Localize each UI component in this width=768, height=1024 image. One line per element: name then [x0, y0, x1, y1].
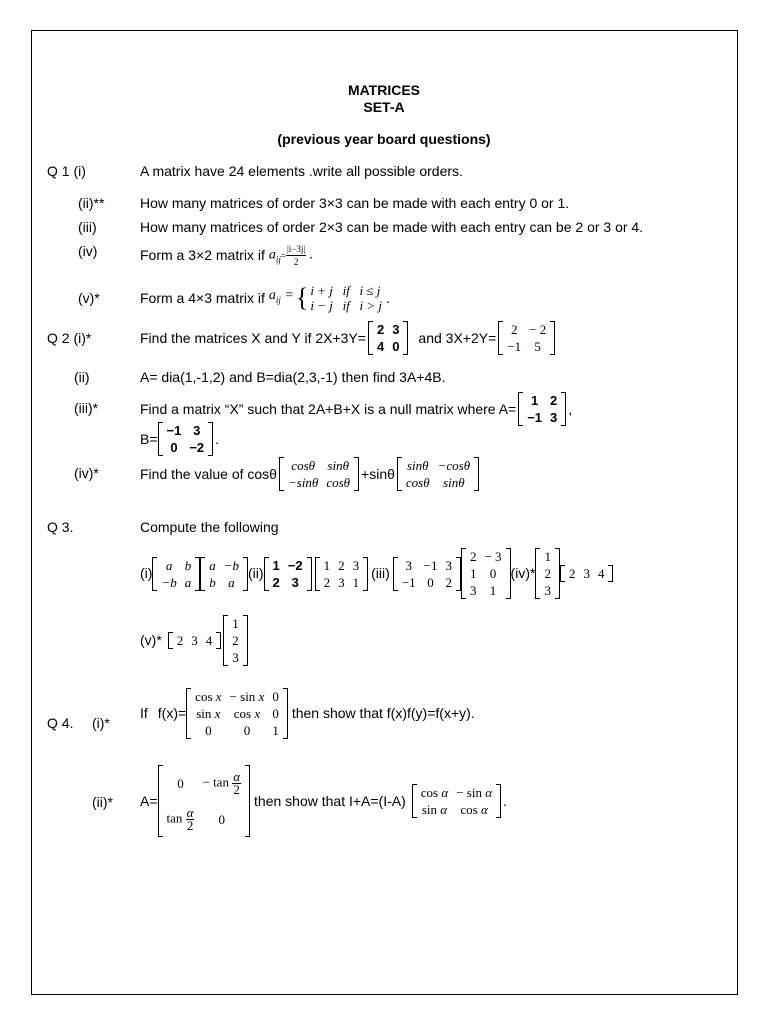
q2-iv-text-a: Find the value of cosθ: [140, 465, 277, 482]
q2-iii-comma: ,: [568, 400, 573, 417]
q1-v-text: Form a 4×3 matrix if: [140, 289, 265, 306]
q1-v-brace: {: [295, 283, 309, 312]
matrix-3x2y: 2 − 2 −1 5: [498, 321, 555, 355]
q1-iv-label: (iv): [78, 243, 98, 259]
q1-v-period: .: [386, 289, 390, 306]
q4-i-label: (i)*: [92, 715, 110, 731]
q4-label: Q 4.: [47, 715, 74, 731]
q3-iii-matrix-b: 2 − 3 1 0 3 1: [461, 548, 511, 599]
q4-ii-matrix: 0 − tan $\frac{\alpha}{2}$ tan $\frac{\alpha}{2}$ 0: [158, 765, 251, 837]
q2-iv-row: [140, 457, 481, 491]
q2-iii-row: [140, 392, 572, 426]
q1-ii-text: How many matrices of order 3×3 can be made with each entry 0 or 1.: [140, 195, 570, 211]
q3-v-matrix-b: 1 2 3: [223, 615, 248, 666]
q2-iii-text: Find a matrix “X” such that 2A+B+X is a null matrix where A=: [140, 400, 517, 417]
q1-v-label: (v)*: [78, 290, 100, 306]
matrix-sin: sinθ −cosθ cosθ sinθ: [397, 457, 479, 491]
q1-v-row: [140, 283, 390, 313]
q3-ii-label: (ii): [248, 565, 264, 581]
q1-i-text: A matrix have 24 elements .write all possible orders.: [140, 163, 463, 179]
set-title: SET-A: [363, 99, 405, 115]
q3-iv-matrix-b: 2 3 4: [560, 565, 614, 582]
q1-iv-row: [140, 243, 313, 269]
q3-ii-matrix-a: 1 −2 2 3: [264, 557, 312, 591]
matrix-B: −1 3 0 −2: [158, 422, 214, 456]
q3-v-label: (v)*: [140, 632, 162, 648]
q3-label: Q 3.: [47, 519, 74, 535]
q4-i-fx: f(x)=: [157, 705, 187, 721]
q2-iv-text-b: +sinθ: [361, 465, 395, 482]
subtitle: (previous year board questions): [277, 131, 491, 147]
q2-iii-label: (iii)*: [74, 400, 99, 416]
q4-ii-text: then show that I+A=(I-A): [254, 792, 406, 809]
q2-label: Q 2 (i)*: [47, 330, 92, 346]
q1-iv-formula: $a_{ij}=$ $\frac{|i-3j|}{2}$ .: [268, 244, 314, 267]
q2-iii-row-b: [140, 422, 219, 456]
q1-iv-text: Form a 3×2 matrix if: [140, 247, 265, 264]
q4-ii-matrix-rot: cos α − sin α sin α cos α: [412, 784, 501, 818]
q2-i-row: [140, 321, 557, 355]
matrix-cos: cosθ sinθ −sinθ cosθ: [279, 457, 359, 491]
q1-label: Q 1 (i): [47, 163, 86, 179]
q1-v-cases: i + j if i ≤ j i − j if i > j: [310, 283, 383, 313]
q2-i-text-b: and 3X+2Y=: [418, 329, 497, 346]
q2-i-text-a: Find the matrices X and Y if 2X+3Y=: [140, 329, 366, 346]
page-title: MATRICES: [347, 82, 421, 98]
q3-row2: [140, 615, 248, 666]
q1-ii-label: (ii)**: [78, 195, 105, 211]
q2-iii-text-b: B=: [140, 430, 158, 447]
q2-iv-label: (iv)*: [74, 465, 99, 481]
q2-iii-period: .: [215, 430, 220, 447]
q4-i-text: then show that f(x)f(y)=f(x+y).: [291, 705, 475, 721]
q3-ii-matrix-b: 1 2 3 2 3 1: [315, 557, 369, 591]
q1-iii-label: (iii): [78, 219, 97, 235]
q4-ii-period: .: [503, 792, 507, 809]
q3-iv-label: (iv)*: [510, 565, 536, 581]
q3-i-label: (i): [140, 565, 153, 581]
q3-iv-matrix-a: 1 2 3: [535, 548, 560, 599]
q4-ii-row: [140, 765, 507, 837]
q4-i-row: [140, 688, 475, 739]
q4-i-matrix: cos x − sin x 0 sin x cos x 0 0 0 1: [186, 688, 288, 739]
q3-text: Compute the following: [140, 519, 279, 535]
q3-i-matrix-a: a b −b a: [152, 557, 200, 591]
q4-ii-label: (ii)*: [92, 794, 113, 810]
q2-ii-label: (ii): [74, 369, 90, 385]
matrix-2x3y: 2 3 4 0: [368, 321, 408, 355]
q3-v-matrix-a: 2 3 4: [168, 632, 222, 649]
q4-ii-a: A=: [140, 792, 158, 809]
q4-i-if: If: [140, 705, 148, 721]
q3-iii-matrix-a: 3 −1 3 −1 0 2: [393, 557, 461, 591]
q1-v-formula: $a_{ij}$ =: [268, 288, 294, 305]
q3-i-matrix-b: a −b b a: [200, 557, 248, 591]
q1-iii-text: How many matrices of order 2×3 can be made with each entry can be 2 or 3 or 4.: [140, 219, 644, 235]
matrix-A: 1 2 −1 3: [518, 392, 566, 426]
q3-row1: [140, 548, 613, 599]
q3-iii-label: (iii): [371, 565, 390, 581]
q2-ii-text: A= dia(1,-1,2) and B=dia(2,3,-1) then find 3A+4B.: [140, 369, 446, 385]
